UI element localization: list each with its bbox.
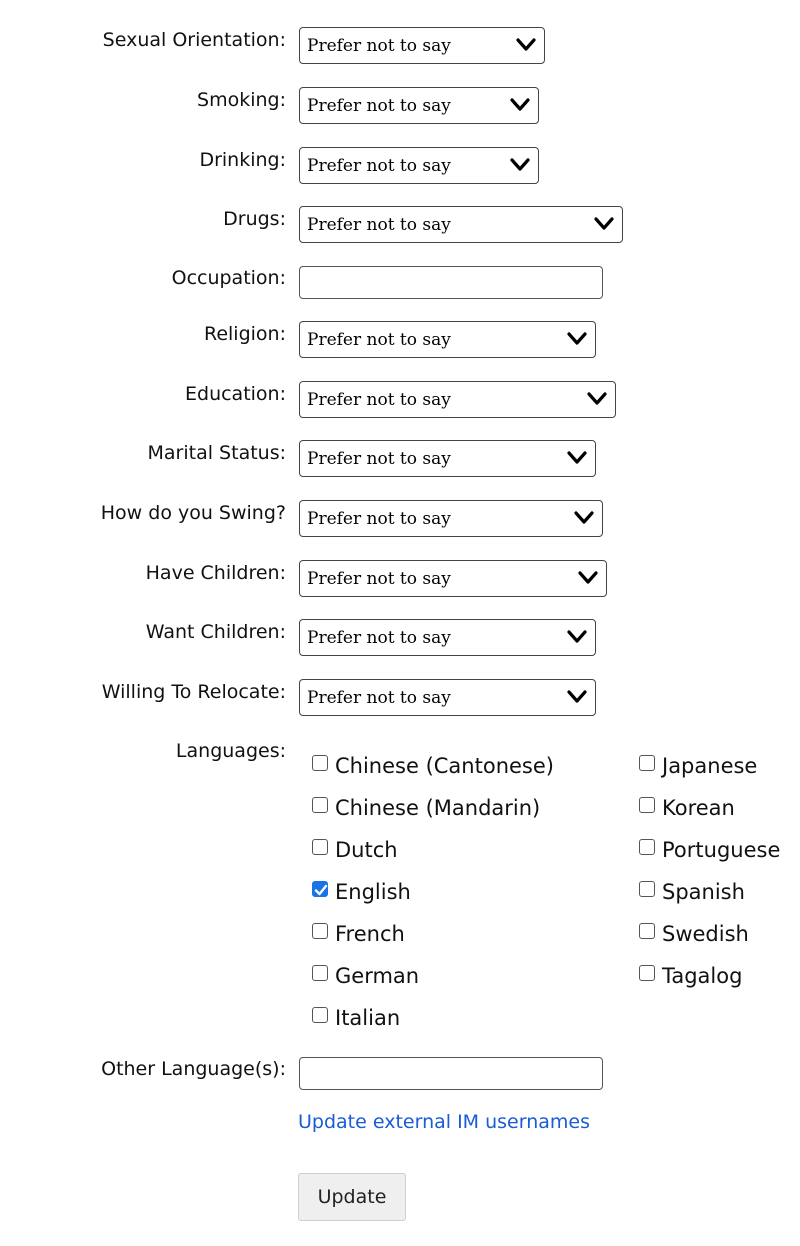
language-label: Italian (335, 1006, 401, 1030)
language-label: Spanish (662, 880, 745, 904)
occupation-input[interactable] (299, 266, 603, 299)
chevron-down-icon (516, 38, 536, 52)
swing-select[interactable] (299, 500, 603, 537)
field-label: Willing To Relocate: (101, 681, 286, 703)
field-label: Drugs: (223, 208, 286, 230)
willing-to-relocate-select[interactable] (299, 679, 596, 716)
smoking-select[interactable] (299, 87, 539, 124)
select-value: Prefer not to say (307, 688, 451, 708)
field-label: Religion: (203, 323, 286, 345)
field-label: Occupation: (171, 267, 286, 289)
education-select[interactable] (299, 381, 616, 418)
language-label: Japanese (662, 754, 758, 778)
have-children-select[interactable] (299, 560, 607, 597)
language-label: Tagalog (662, 964, 743, 988)
select-value: Prefer not to say (307, 96, 451, 116)
drinking-select[interactable] (299, 147, 539, 184)
language-label: English (335, 880, 411, 904)
checkbox[interactable] (312, 797, 328, 813)
language-label: Chinese (Cantonese) (335, 754, 554, 778)
chevron-down-icon (578, 571, 598, 585)
languages-label: Languages: (175, 740, 286, 762)
field-label: Drinking: (199, 149, 286, 171)
checkbox[interactable] (639, 923, 655, 939)
select-value: Prefer not to say (307, 509, 451, 529)
checkbox[interactable] (639, 797, 655, 813)
checkbox[interactable] (312, 839, 328, 855)
update-button[interactable]: Update (298, 1173, 406, 1221)
select-value: Prefer not to say (307, 390, 451, 410)
checkbox[interactable] (312, 923, 328, 939)
drugs-select[interactable] (299, 206, 623, 243)
checkbox-checked[interactable] (312, 881, 328, 897)
religion-select[interactable] (299, 321, 596, 358)
field-label: Smoking: (197, 89, 286, 111)
select-value: Prefer not to say (307, 215, 451, 235)
language-label: Swedish (662, 922, 749, 946)
field-label: Other Language(s): (101, 1058, 286, 1080)
checkbox[interactable] (312, 755, 328, 771)
select-value: Prefer not to say (307, 569, 451, 589)
field-label: Marital Status: (147, 442, 286, 464)
language-label: Portuguese (662, 838, 781, 862)
sexual-orientation-select[interactable] (299, 27, 545, 64)
select-value: Prefer not to say (307, 36, 451, 56)
want-children-select[interactable] (299, 619, 596, 656)
chevron-down-icon (574, 511, 594, 525)
chevron-down-icon (587, 392, 607, 406)
language-label: Chinese (Mandarin) (335, 796, 541, 820)
checkbox[interactable] (312, 965, 328, 981)
chevron-down-icon (510, 158, 530, 172)
chevron-down-icon (567, 451, 587, 465)
select-value: Prefer not to say (307, 628, 451, 648)
chevron-down-icon (567, 690, 587, 704)
chevron-down-icon (594, 217, 614, 231)
chevron-down-icon (510, 98, 530, 112)
field-label: Want Children: (145, 621, 286, 643)
other-languages-input[interactable] (299, 1057, 603, 1090)
checkmark-icon (313, 882, 329, 898)
field-label: Education: (185, 383, 286, 405)
field-label: Sexual Orientation: (102, 29, 286, 51)
checkbox[interactable] (312, 1007, 328, 1023)
select-value: Prefer not to say (307, 330, 451, 350)
checkbox[interactable] (639, 839, 655, 855)
update-im-usernames-link[interactable]: Update external IM usernames (298, 1111, 590, 1133)
select-value: Prefer not to say (307, 449, 451, 469)
language-label: Dutch (335, 838, 398, 862)
field-label: How do you Swing? (100, 502, 286, 524)
chevron-down-icon (567, 630, 587, 644)
field-label: Have Children: (145, 562, 286, 584)
checkbox[interactable] (639, 881, 655, 897)
language-label: Korean (662, 796, 735, 820)
checkbox[interactable] (639, 965, 655, 981)
chevron-down-icon (567, 332, 587, 346)
select-value: Prefer not to say (307, 156, 451, 176)
marital-status-select[interactable] (299, 440, 596, 477)
checkbox[interactable] (639, 755, 655, 771)
language-label: French (335, 922, 405, 946)
language-label: German (335, 964, 420, 988)
